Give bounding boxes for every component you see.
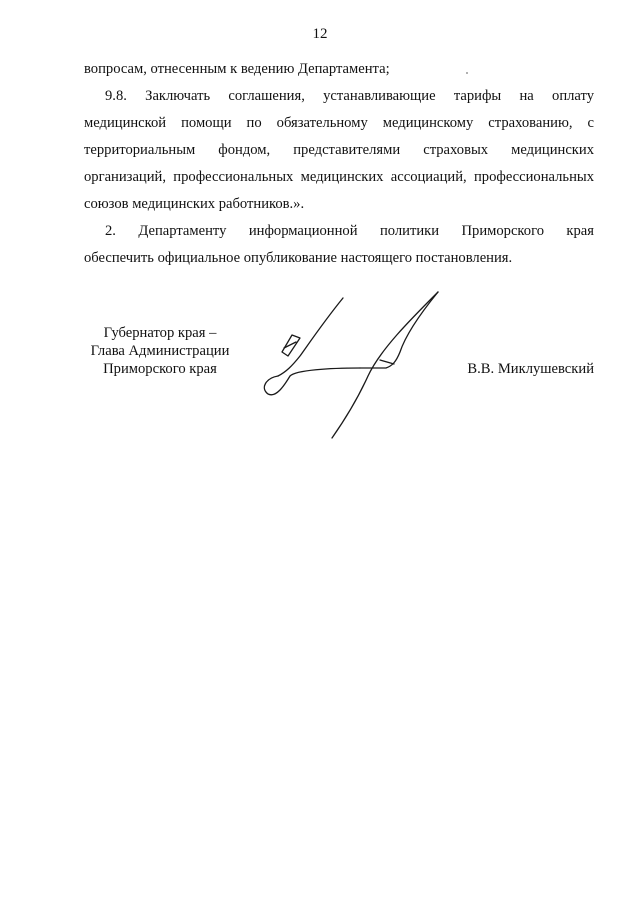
item-2-line-1: 2. Департаменту информационной политики Приморского края (105, 223, 594, 239)
page-number: 12 (312, 26, 328, 42)
intro-line: вопросам, отнесенным к ведению Департамента; (84, 61, 390, 77)
document-body (84, 56, 594, 272)
item-9-8-line-1: 9.8. Заключать соглашения, устанавливающие тарифы на оплату (105, 88, 594, 104)
position-line-2: Глава Администрации (90, 343, 230, 359)
position-line-1: Губернатор края – (103, 325, 217, 341)
signer-name: В.В. Миклушевский (467, 361, 594, 377)
item-9-8-line-4: организаций, профессиональных медицинских ассоциаций, профессиональных (84, 169, 594, 185)
item-9-8-line-5: союзов медицинских работников.». (84, 196, 305, 212)
handwritten-signature (250, 290, 460, 440)
position-line-3: Приморского края (103, 361, 217, 377)
item-9-8-line-3: территориальным фондом, представителями страховых медицинских (84, 142, 594, 158)
item-9-8-line-2: медицинской помощи по обязательному медицинскому страхованию, с (84, 115, 594, 131)
item-2-line-2: обеспечить официальное опубликование настоящего постановления. (84, 250, 513, 266)
signatory-position (60, 324, 260, 378)
